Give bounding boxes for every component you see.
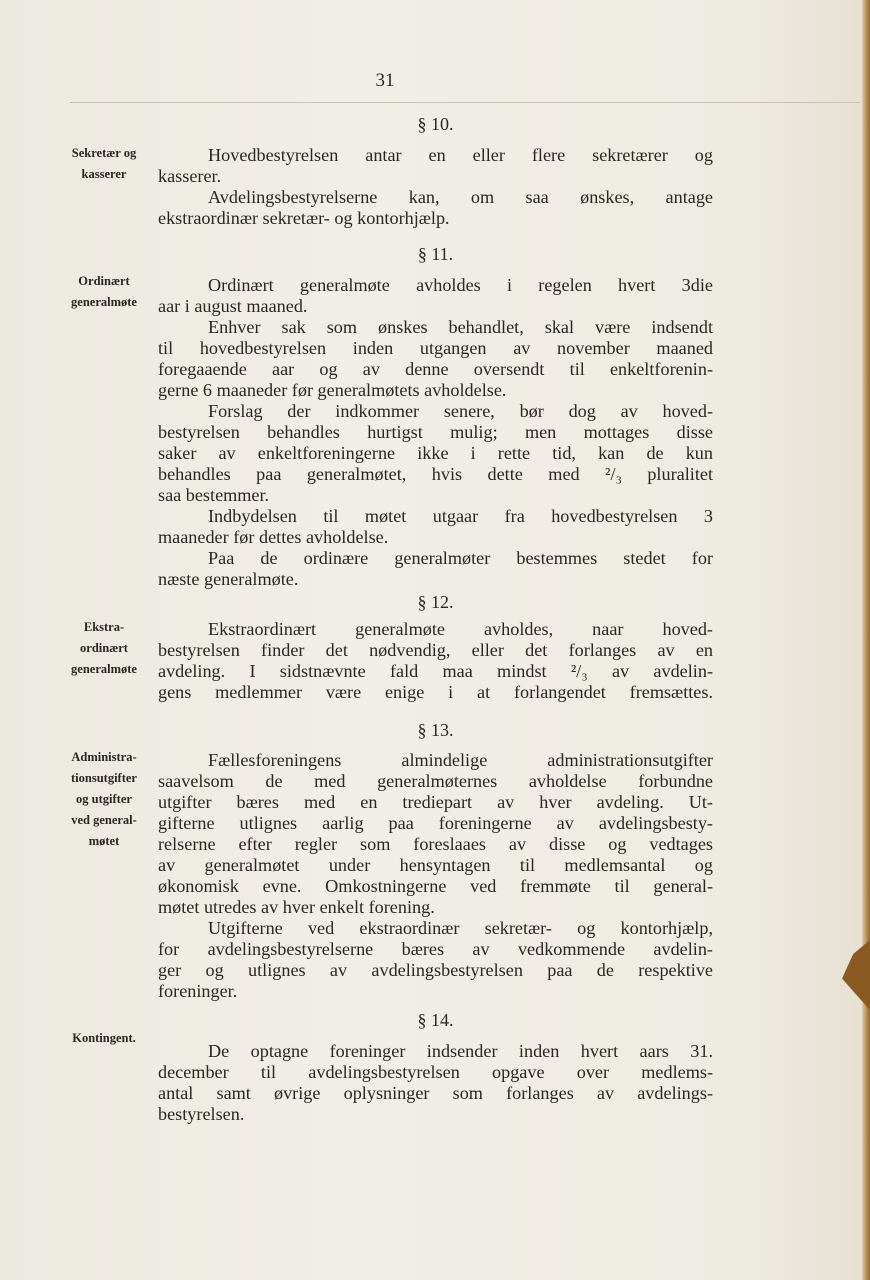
- text-line: saa bestemmer.: [158, 485, 270, 505]
- text-line: ekstraordinær sekretær- og kontorhjælp.: [158, 208, 450, 228]
- text-line: maaneder før dettes avholdelse.: [158, 527, 389, 547]
- margin-note-line: Kontingent.: [72, 1031, 136, 1045]
- margin-note-line: tionsutgifter: [71, 771, 137, 785]
- margin-note: [56, 617, 152, 680]
- text-line: saker av enkeltforeningerne ikke i rette tid, kan de kun: [158, 443, 713, 463]
- text-line: De optagne foreninger indsender inden hvert aars 31.: [208, 1041, 713, 1061]
- paragraph: [158, 145, 713, 229]
- text-line: gerne 6 maaneder før generalmøtets avholdelse.: [158, 380, 507, 400]
- text-line: foreninger.: [158, 981, 238, 1001]
- paragraph: [158, 1041, 713, 1125]
- text-line: saavelsom de med generalmøternes avholdelse forbundne: [158, 771, 713, 791]
- text-line: bestyrelsen behandles hurtigst mulig; men mottages disse: [158, 422, 713, 442]
- text-line: økonomisk evne. Omkostningerne ved fremmøte til general-: [158, 876, 713, 896]
- margin-note-line: ordinært: [80, 641, 128, 655]
- text-line: Utgifterne ved ekstraordinær sekretær- og kontorhjælp,: [208, 918, 713, 938]
- paragraph: [158, 619, 713, 703]
- text-line: antal samt øvrige oplysninger som forlanges av avdelings-: [158, 1083, 713, 1103]
- text-line: Paa de ordinære generalmøter bestemmes stedet for: [208, 548, 713, 568]
- text-line: avdeling. I sidstnævnte fald maa mindst ²/₃ av avdelin-: [158, 661, 713, 681]
- text-line: Enhver sak som ønskes behandlet, skal være indsendt: [208, 317, 713, 337]
- margin-note-line: Administra-: [71, 750, 137, 764]
- paragraph: [158, 275, 713, 590]
- text-line: bestyrelsen finder det nødvendig, eller det forlanges av en: [158, 640, 713, 660]
- margin-note-line: møtet: [88, 834, 120, 848]
- text-line: Avdelingsbestyrelserne kan, om saa ønskes, antage: [208, 187, 713, 207]
- margin-note-line: Sekretær og: [71, 146, 137, 160]
- text-line: gifterne utlignes aarlig paa foreningerne av avdelingsbesty-: [158, 813, 713, 833]
- text-line: til hovedbestyrelsen inden utgangen av november maaned: [158, 338, 713, 358]
- margin-note: [56, 1028, 152, 1049]
- margin-note-line: og utgifter: [76, 792, 132, 806]
- margin-note-line: generalmøte: [71, 295, 137, 309]
- text-line: møtet utredes av hver enkelt forening.: [158, 897, 435, 917]
- section-heading: § 10.: [417, 114, 454, 134]
- margin-note-line: Ordinært: [78, 274, 130, 288]
- text-line: bestyrelsen.: [158, 1104, 245, 1124]
- text-line: Forslag der indkommer senere, bør dog av hoved-: [208, 401, 713, 421]
- margin-note-line: ved general-: [71, 813, 137, 827]
- header-rule: [70, 102, 860, 103]
- margin-note: [56, 271, 152, 313]
- section-heading: § 11.: [417, 244, 454, 264]
- text-line: Hovedbestyrelsen antar en eller flere sekretærer og: [208, 145, 713, 165]
- text-line: av generalmøtet under hensyntagen til medlemsantal og: [158, 855, 713, 875]
- text-line: kasserer.: [158, 166, 222, 186]
- section-heading: § 12.: [417, 592, 454, 612]
- torn-edge: [842, 940, 870, 1010]
- text-line: gens medlemmer være enige i at forlangendet fremsættes.: [158, 682, 713, 702]
- text-line: december til avdelingsbestyrelsen opgave over medlems-: [158, 1062, 713, 1082]
- text-line: Fællesforeningens almindelige administrationsutgifter: [208, 750, 713, 770]
- text-line: utgifter bæres med en trediepart av hver avdeling. Ut-: [158, 792, 713, 812]
- margin-note-line: generalmøte: [71, 662, 137, 676]
- page-number: 31: [375, 70, 395, 91]
- text-line: Ekstraordinært generalmøte avholdes, naar hoved-: [208, 619, 713, 639]
- page-edge: [862, 0, 870, 1280]
- paragraph: [158, 750, 713, 1002]
- text-line: behandles paa generalmøtet, hvis dette med ²/₃ pluralitet: [158, 464, 713, 484]
- margin-note: [56, 143, 152, 185]
- section-heading: § 13.: [417, 720, 454, 740]
- text-line: ger og utlignes av avdelingsbestyrelsen paa de respektive: [158, 960, 713, 980]
- margin-note-line: kasserer: [81, 167, 127, 181]
- text-line: aar i august maaned.: [158, 296, 308, 316]
- text-line: relserne efter regler som foreslaaes av disse og vedtages: [158, 834, 713, 854]
- section-heading: § 14.: [417, 1010, 454, 1030]
- margin-note-line: Ekstra-: [83, 620, 125, 634]
- text-line: Indbydelsen til møtet utgaar fra hovedbestyrelsen 3: [208, 506, 713, 526]
- text-line: foregaaende aar og av denne oversendt til enkeltforenin-: [158, 359, 713, 379]
- text-line: næste generalmøte.: [158, 569, 299, 589]
- margin-note: [56, 747, 152, 852]
- text-line: Ordinært generalmøte avholdes i regelen hvert 3die: [208, 275, 713, 295]
- text-line: for avdelingsbestyrelserne bæres av vedkommende avdelin-: [158, 939, 713, 959]
